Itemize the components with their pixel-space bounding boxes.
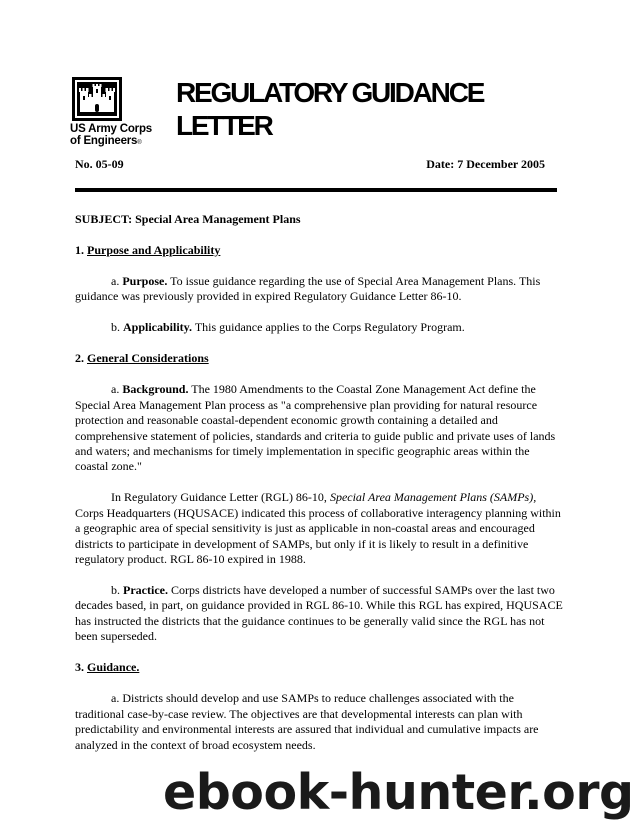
header-rule (75, 188, 557, 192)
section-2-heading (75, 351, 563, 366)
organization-name (70, 123, 180, 149)
section-2a-lead: a. (111, 382, 123, 397)
section-1a-term: Purpose. (122, 274, 168, 288)
section-1-title: Purpose and Applicability (87, 243, 221, 257)
section-3-heading (75, 660, 563, 675)
org-line-1: US Army Corps (70, 123, 152, 135)
letter-number: No. 05-09 (75, 157, 124, 171)
section-2-title: General Considerations (87, 351, 209, 366)
section-1a-text: To issue guidance regarding the use of Special Area Management Plans. This guidance was previously provided in expired Regulatory Guidance Letter 86-10. (75, 274, 541, 304)
section-1b-text: This guidance applies to the Corps Regulatory Program. (192, 320, 465, 335)
section-1-number: 1. (75, 243, 87, 257)
section-2a-p2-post: Corps Headquarters (HQUSACE) indicated this process of collaborative interagency planning within a geographic area of special sensitivity is just as applicable in non-coastal areas and encouraged districts to participate in development of SAMPs, but only if it is likely to result in a definitive regulatory product. RGL 86-10 expired in 1988. (75, 505, 561, 567)
section-2a-p2-pre: In Regulatory Guidance Letter (RGL) 86-10, (111, 490, 330, 505)
section-2b-paragraph (75, 583, 563, 645)
title-line-2: LETTER (176, 110, 272, 141)
subject-text: SUBJECT: Special Area Management Plans (75, 212, 301, 226)
section-1a-lead: a. (111, 274, 123, 288)
section-3a-paragraph: a. Districts should develop and use SAMPs to reduce challenges associated with the traditional case-by-case review. The objectives are that developmental interests can plan with predictability and environmental interests are assured that individual and cumulative impacts are analyzed in the context of broad ecosystem needs. (75, 691, 539, 752)
org-line-2-text: of Engineers (70, 135, 138, 147)
section-2b-lead: b. (111, 583, 123, 598)
section-1b-lead: b. (111, 320, 123, 335)
org-line-2 (70, 135, 180, 149)
section-2b-term: Practice. (123, 583, 168, 598)
section-2a-term: Background. (122, 382, 189, 397)
watermark-text: ebook-hunter.org (163, 764, 634, 821)
registered-mark: ® (137, 140, 142, 146)
section-3-number: 3. (75, 660, 87, 675)
section-1b-term: Applicability. (123, 320, 193, 335)
section-2-number: 2. (75, 351, 87, 366)
title-line-1: REGULATORY GUIDANCE (176, 77, 484, 108)
document-title (176, 76, 536, 142)
section-2a-paragraph (75, 382, 563, 474)
section-2a-p2-title: Special Area Management Plans (SAMPs), (329, 490, 537, 505)
letter-body (75, 212, 563, 769)
section-1-heading (75, 243, 563, 258)
section-1a-paragraph (75, 274, 563, 305)
corps-castle-logo (72, 77, 122, 121)
section-3-title: Guidance. (87, 660, 140, 675)
section-2a-paragraph-2 (75, 490, 563, 567)
letter-date: Date: 7 December 2005 (426, 157, 545, 171)
subject-line (75, 212, 563, 227)
section-2a-text: The 1980 Amendments to the Coastal Zone Management Act define the Special Area Management Plan process as "a comprehensive plan providing for natural resource protection and reasonable coastal-dependent economic growth containing a detailed and comprehensive statement of policies, standards and criteria to guide public and private uses of lands and waters; and mechanisms for timely implementation in specific geographic areas within the coastal zone." (75, 382, 556, 474)
castle-icon (72, 77, 122, 121)
section-1b-paragraph (75, 320, 563, 335)
section-2b-text: Corps districts have developed a number of successful SAMPs over the last two decades based, in part, on guidance provided in RGL 86-10. While this RGL has expired, HQUSACE has instructed the districts that the guidance continues to be generally valid since the RGL has not been superseded. (75, 583, 563, 644)
